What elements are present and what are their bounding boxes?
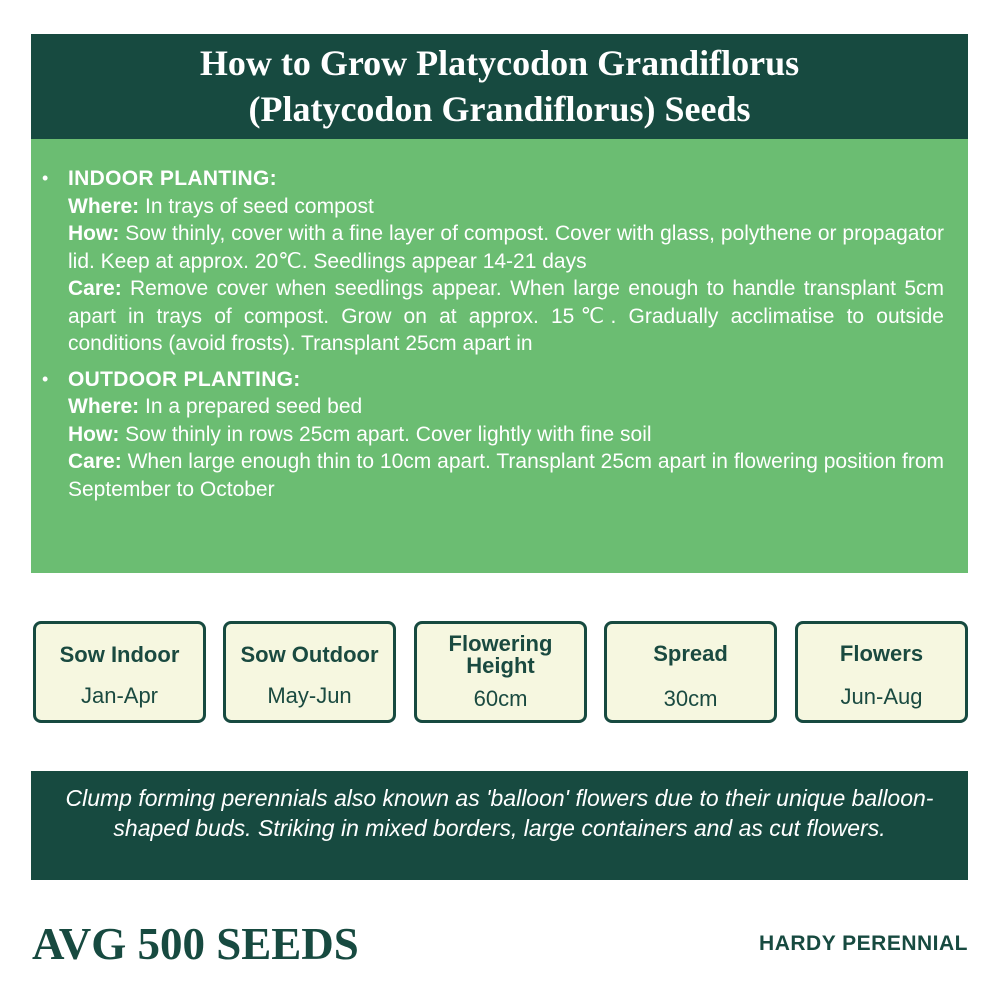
instructions-panel bbox=[31, 139, 968, 573]
stat-sow-indoor bbox=[33, 621, 206, 723]
indoor-care bbox=[68, 275, 944, 358]
outdoor-heading: OUTDOOR PLANTING: bbox=[68, 367, 301, 391]
indoor-how-text: Sow thinly, cover with a fine layer of compost. Cover with glass, polythene or propagator lid. Keep at approx. 20℃. Seedlings appear 14-21 days bbox=[68, 222, 944, 273]
stat-value: 30cm bbox=[663, 686, 718, 711]
stat-sow-outdoor bbox=[223, 621, 396, 723]
indoor-care-text: Remove cover when seedlings appear. When large enough to handle transplant 5cm apart in trays of compost. Grow on at approx. 15℃. Gradually acclimatise to outside conditions (avoid frosts). Transplant 25cm apart in bbox=[68, 277, 944, 355]
stat-label: Sow Outdoor bbox=[240, 642, 379, 667]
stat-label-line-1: Flowering bbox=[448, 631, 553, 656]
stats-row bbox=[31, 621, 968, 725]
description-banner bbox=[31, 771, 968, 880]
stat-label: Flowers bbox=[839, 641, 924, 666]
indoor-how bbox=[68, 220, 944, 275]
outdoor-section bbox=[42, 366, 944, 504]
outdoor-care-label: Care: bbox=[68, 450, 122, 473]
title-banner bbox=[31, 34, 968, 139]
indoor-how-label: How: bbox=[68, 222, 120, 245]
stat-label-line-2: Height bbox=[466, 653, 535, 678]
indoor-where-label: Where: bbox=[68, 194, 140, 218]
outdoor-how-text: Sow thinly in rows 25cm apart. Cover lightly with fine soil bbox=[119, 422, 652, 446]
seed-count: AVG 500 SEEDS bbox=[32, 919, 359, 969]
outdoor-care bbox=[68, 448, 944, 503]
title-line-1: How to Grow Platycodon Grandiflorus bbox=[199, 43, 800, 83]
indoor-section bbox=[42, 165, 944, 358]
outdoor-how bbox=[68, 421, 944, 449]
outdoor-where bbox=[68, 393, 944, 421]
outdoor-care-text: When large enough thin to 10cm apart. Transplant 25cm apart in flowering position from September to October bbox=[68, 450, 944, 501]
indoor-heading: INDOOR PLANTING: bbox=[68, 167, 277, 190]
bullet-icon: • bbox=[42, 368, 49, 389]
stat-value: Jan-Apr bbox=[80, 683, 159, 708]
stat-label: Spread bbox=[653, 641, 728, 666]
description-text: Clump forming perennials also known as 'balloon' flowers due to their unique balloon- shaped buds. Striking in mixed borders, large containers and as cut flowers. bbox=[65, 785, 934, 841]
stat-flowers bbox=[795, 621, 968, 723]
outdoor-where-text: In a prepared seed bed bbox=[139, 395, 363, 418]
stat-value: Jun-Aug bbox=[840, 684, 923, 709]
indoor-care-label: Care: bbox=[68, 277, 122, 300]
stat-value: May-Jun bbox=[267, 683, 352, 708]
title-line-2: (Platycodon Grandiflorus) Seeds bbox=[248, 89, 751, 129]
bullet-icon: • bbox=[42, 168, 49, 188]
indoor-where-text: In trays of seed compost bbox=[139, 194, 374, 218]
stat-spread bbox=[604, 621, 777, 723]
indoor-where bbox=[68, 193, 944, 221]
plant-type: HARDY PERENNIAL bbox=[759, 932, 968, 955]
stat-label: Sow Indoor bbox=[59, 642, 180, 667]
outdoor-where-label: Where: bbox=[68, 395, 140, 418]
stat-flowering-height bbox=[414, 621, 587, 723]
outdoor-how-label: How: bbox=[68, 422, 120, 446]
stat-value: 60cm bbox=[473, 686, 528, 711]
